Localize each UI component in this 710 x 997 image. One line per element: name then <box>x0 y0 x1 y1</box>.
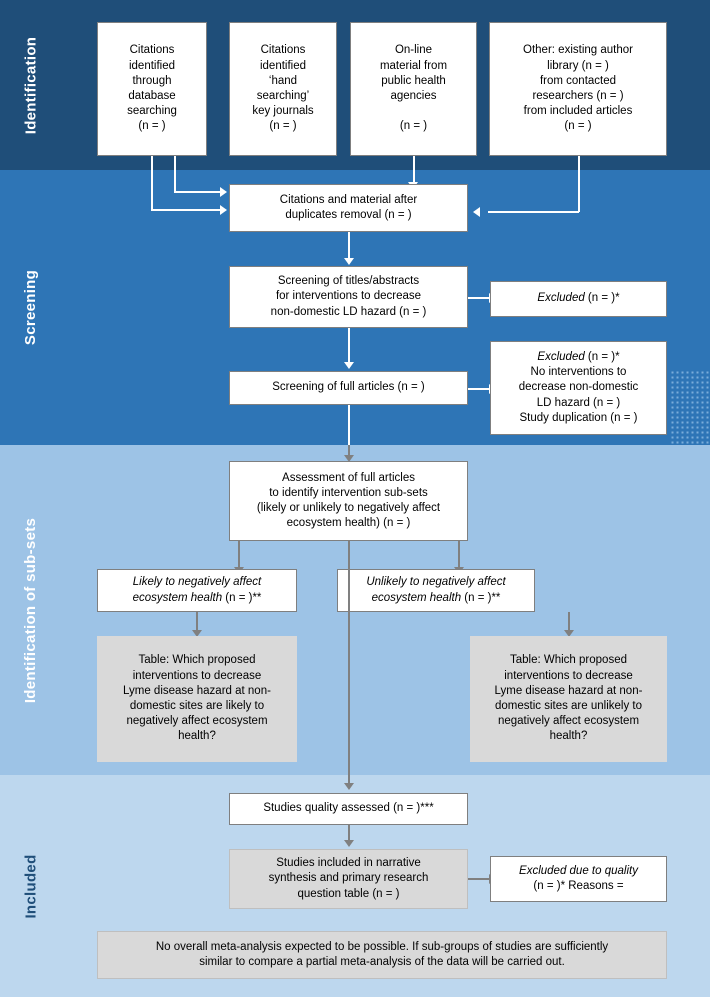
connector-unlikely-to-table <box>568 612 570 632</box>
box-excluded-quality <box>490 856 667 902</box>
box-excluded-full <box>490 341 667 435</box>
box-included-narrative <box>229 849 468 909</box>
connector-center-to-quality <box>348 569 350 785</box>
box-table-likely-text: Table: Which proposed interventions to decrease Lyme disease hazard at non- domestic sites are likely to negatively affect ecosystem health? <box>123 654 271 743</box>
arrowhead-into-duplicates-left2 <box>220 187 227 197</box>
box-other-sources <box>489 22 667 156</box>
box-assessment <box>229 461 468 541</box>
box-excluded-titles-text <box>497 291 660 306</box>
box-included-narrative-text: Studies included in narrative synthesis and primary research question table (n = ) <box>268 857 429 900</box>
band-label-screening-text: Screening <box>22 269 40 346</box>
band-label-included <box>0 775 62 997</box>
likely-italic: Likely to negatively affect ecosystem health <box>132 576 262 604</box>
excluded-full-l2: No interventions to <box>530 366 627 379</box>
box-table-likely <box>97 636 297 762</box>
connector-db-vertical <box>151 156 153 210</box>
band-label-included-text: Included <box>22 853 40 919</box>
connector-full-to-excluded <box>468 388 490 390</box>
connector-full-to-assessment-upper <box>348 405 350 445</box>
box-duplicates-removed-text: Citations and material after duplicates removal (n = ) <box>279 193 418 221</box>
box-unlikely-text <box>344 575 528 605</box>
box-meta-analysis-text: No overall meta-analysis expected to be possible. If sub-groups of studies are sufficiently similar to compare a partial meta-analysis of the data will be carried out. <box>155 940 609 968</box>
box-screen-titles-text: Screening of titles/abstracts for interventions to decrease non-domestic LD hazard (n = ) <box>270 275 427 318</box>
band-label-identification <box>0 0 62 170</box>
excluded-full-l1rest: (n = )* <box>584 351 620 364</box>
band-label-screening <box>0 170 62 445</box>
connector-likely-to-table <box>196 612 198 632</box>
connector-assessment-right <box>458 541 460 569</box>
connector-db-horizontal <box>151 209 221 211</box>
arrowhead-to-full-articles <box>344 362 354 369</box>
box-excluded-full-text <box>497 350 660 426</box>
box-screen-full <box>229 371 468 405</box>
connector-titles-to-full <box>348 328 350 364</box>
box-database-search <box>97 22 207 156</box>
box-hand-search <box>229 22 337 156</box>
box-screen-full-text: Screening of full articles (n = ) <box>272 381 425 394</box>
arrowhead-to-included <box>344 840 354 847</box>
connector-assessment-left <box>238 541 240 569</box>
box-excluded-titles <box>490 281 667 317</box>
excluded-full-l5: Study duplication (n = ) <box>519 411 638 424</box>
box-duplicates-removed <box>229 184 468 232</box>
arrowhead-into-duplicates-left <box>220 205 227 215</box>
box-quality-text: Studies quality assessed (n = )*** <box>263 802 434 815</box>
box-excluded-quality-text <box>497 864 660 894</box>
connector-other-horizontal <box>488 211 579 213</box>
band-label-subsets <box>0 445 62 775</box>
excluded-full-italic: Excluded <box>537 351 585 364</box>
box-quality <box>229 793 468 825</box>
box-table-unlikely-text: Table: Which proposed interventions to decrease Lyme disease hazard at non- domestic sites are unlikely to negatively affect ecosystem health? <box>494 654 643 743</box>
unlikely-italic: Unlikely to negatively affect ecosystem health <box>366 576 506 604</box>
connector-included-to-excluded-quality <box>468 878 490 880</box>
excluded-full-l3: decrease non-domestic <box>518 381 639 394</box>
connector-hand-horizontal <box>174 191 221 193</box>
band-label-subsets-text: Identification of sub-sets <box>22 517 40 703</box>
box-meta-analysis <box>97 931 667 979</box>
likely-rest: (n = )** <box>222 591 262 604</box>
box-likely-text <box>104 575 290 605</box>
band-label-identification-text: Identification <box>22 36 40 134</box>
connector-hand-vertical <box>174 156 176 192</box>
box-other-sources-text: Other: existing author library (n = ) from contacted researchers (n = ) from included articles (n = ) <box>523 44 633 133</box>
arrowhead-to-titles <box>344 258 354 265</box>
connector-assessment-center <box>348 541 350 569</box>
box-database-search-text: Citations identified through database searching (n = ) <box>127 44 177 133</box>
connector-other-vertical <box>578 156 580 212</box>
excluded-full-l4: LD hazard (n = ) <box>536 396 621 409</box>
box-online-material-text: On-line material from public health agencies (n = ) <box>379 44 448 133</box>
excluded-quality-italic: Excluded due to quality <box>519 864 638 877</box>
connector-titles-to-excluded <box>468 297 490 299</box>
connector-duplicates-to-titles <box>348 232 350 260</box>
box-assessment-text: Assessment of full articles to identify intervention sub-sets (likely or unlikely to negatively affect ecosystem health) (n = ) <box>256 471 441 530</box>
arrowhead-to-quality <box>344 783 354 790</box>
box-hand-search-text: Citations identified ‘hand searching’ key journals (n = ) <box>252 44 314 133</box>
excluded-quality-rest: (n = )* Reasons = <box>533 880 624 892</box>
box-likely <box>97 569 297 612</box>
excluded-titles-rest: (n = )* <box>584 292 620 305</box>
box-table-unlikely <box>470 636 667 762</box>
unlikely-rest: (n = )** <box>461 591 501 604</box>
excluded-titles-italic: Excluded <box>537 292 585 305</box>
box-online-material <box>350 22 477 156</box>
box-screen-titles <box>229 266 468 328</box>
decorative-dot-pattern <box>670 370 710 445</box>
box-unlikely <box>337 569 535 612</box>
arrowhead-into-duplicates-right <box>473 207 480 217</box>
connector-online-vertical <box>413 156 415 184</box>
